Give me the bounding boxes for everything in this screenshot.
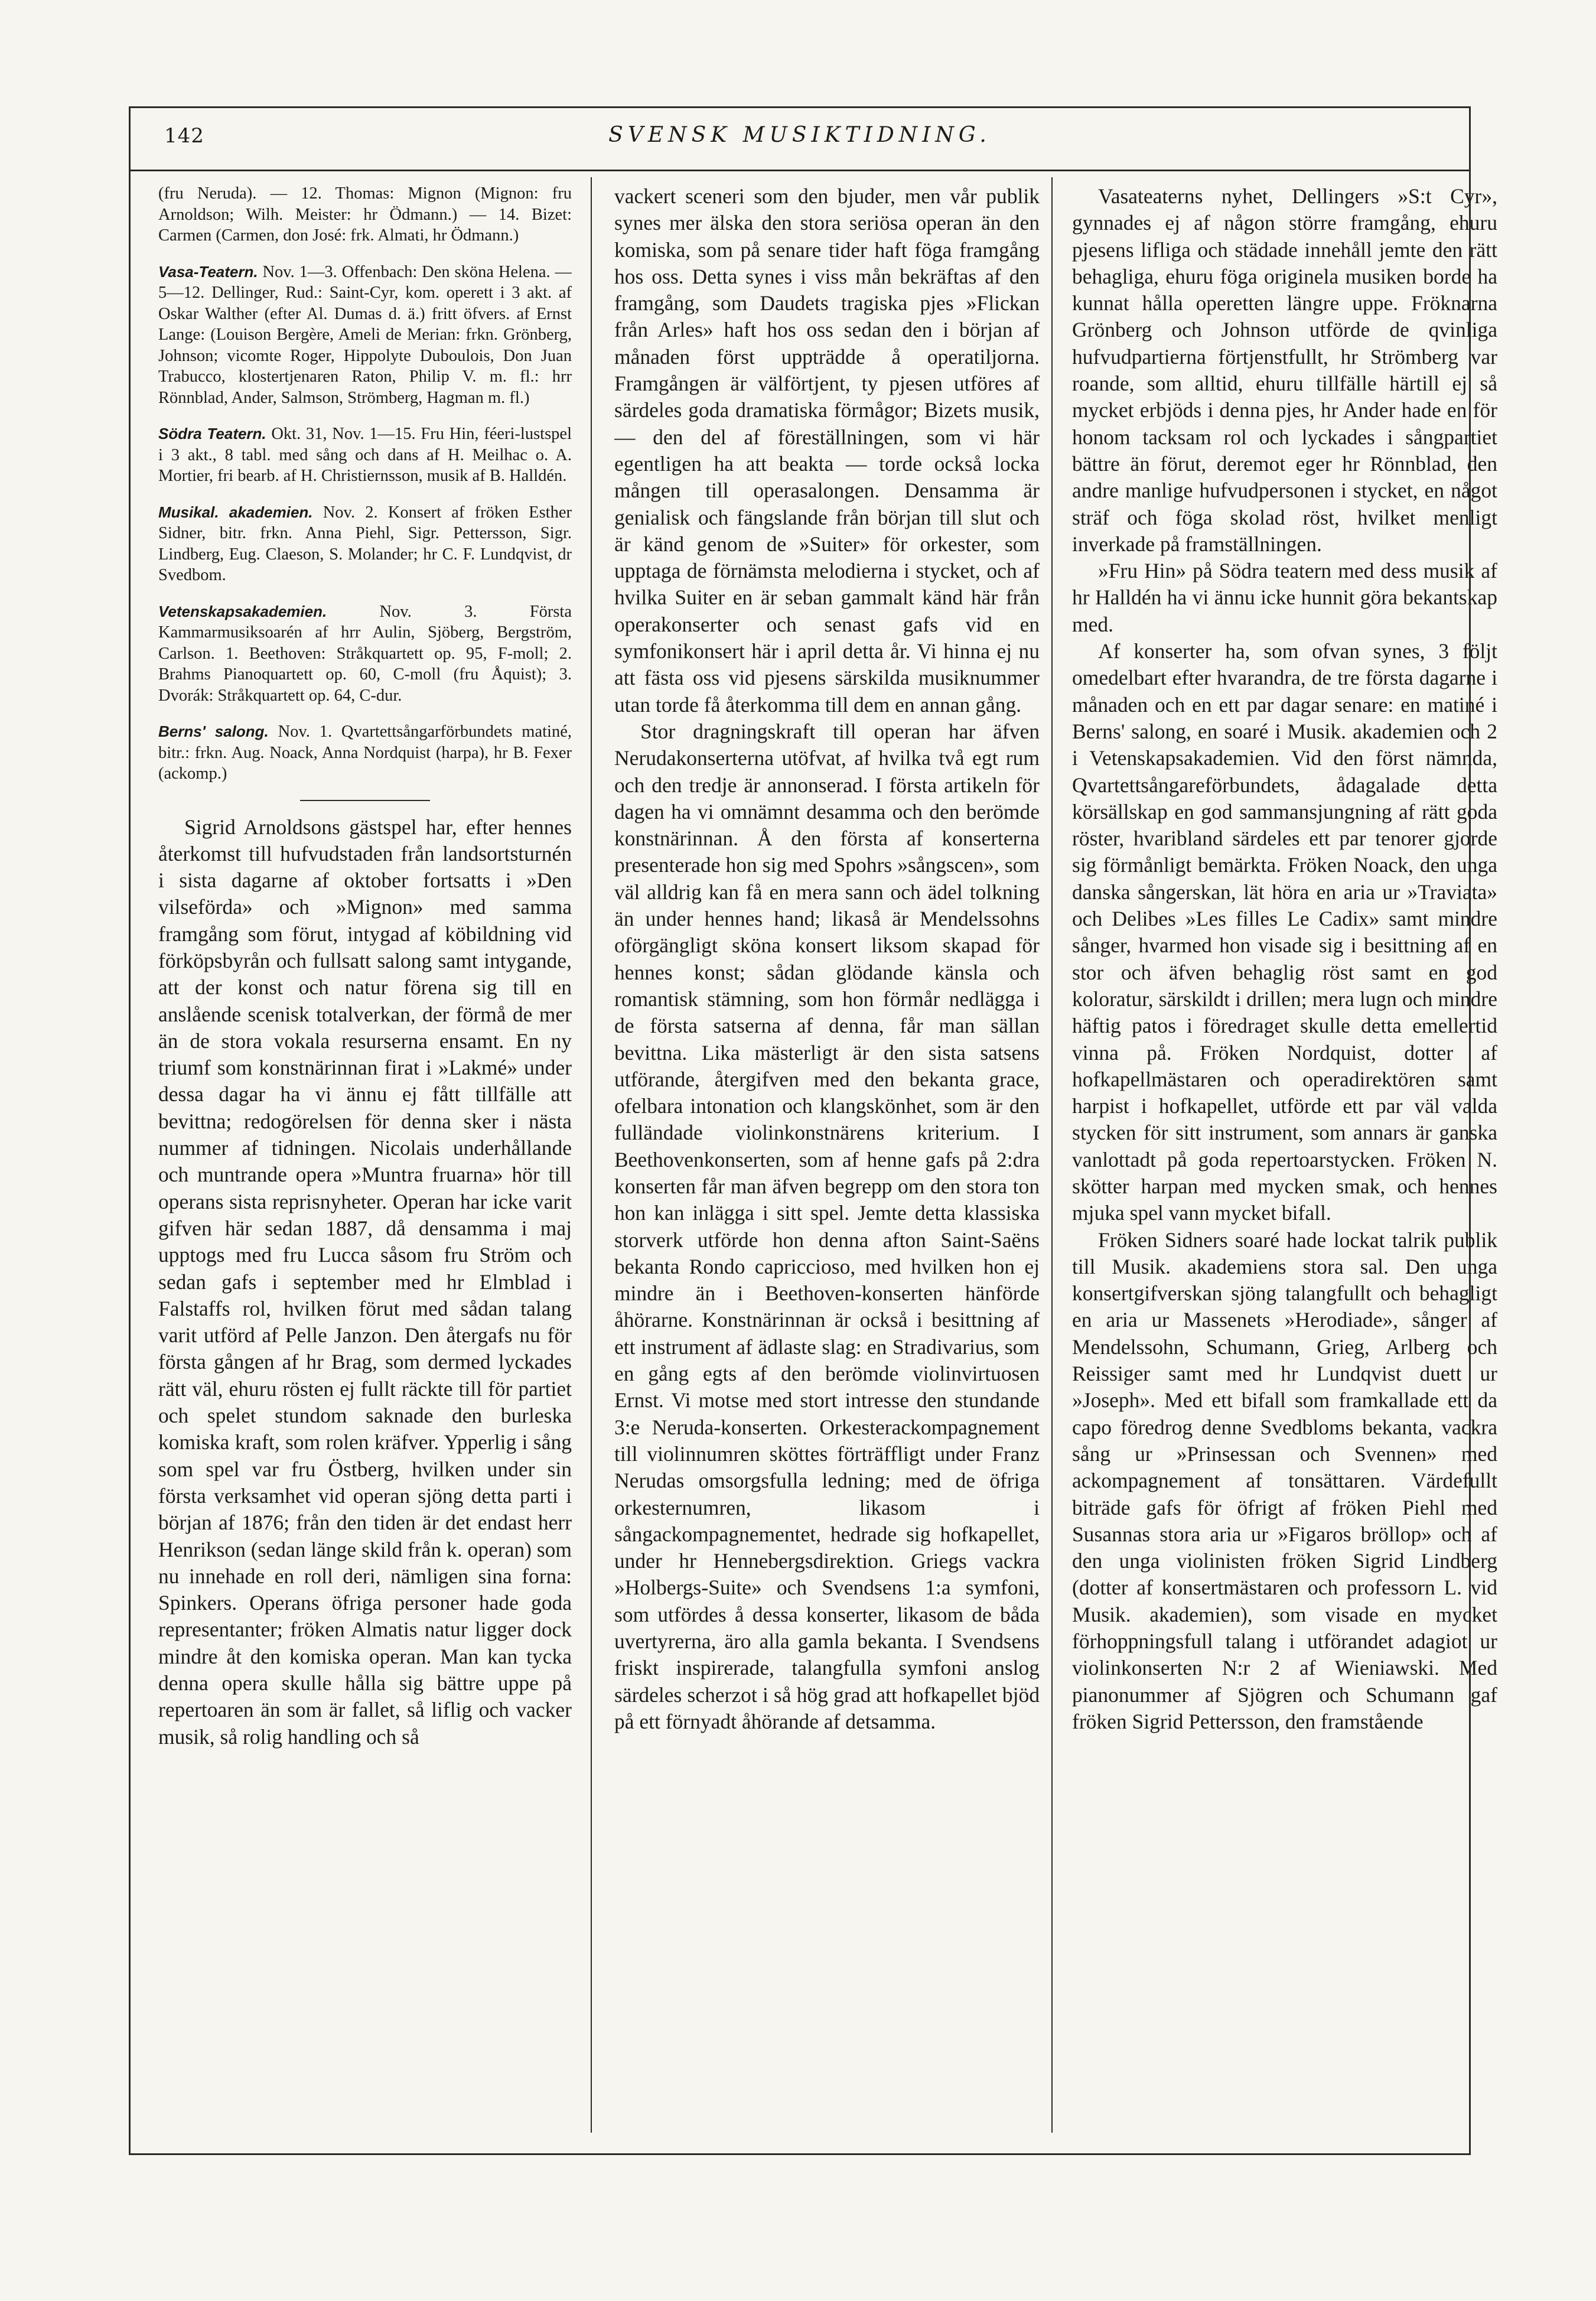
article-paragraph: Vasateaterns nyhet, Dellingers »S:t Cyr», gynnades ej af någon större framgång, ehuru pjesens lifliga och städade innehåll jemte den rätt behagliga, ehuru föga originela musiken borde ha kunnat hålla operetten längre uppe. Fröknarna Grönberg och Johnson utförde de qvinliga hufvudpartierna förtjenstfullt, hr Strömberg var roande, som alltid, ehuru tillfälle härtill ej så mycket erbjöds i denna pjes, hr Ander hade en för honom tacksam rol och lyckades i sångpartiet bättre än förut, deremot eger hr Rönnblad, den andre manlige hufvudpersonen i stycket, en något sträf och föga skolad röst, hvilket menligt inverkade på framställningen.	[1072, 184, 1497, 556]
listing-head: Vasa-Teatern.	[158, 262, 258, 281]
listing-sodra-teatern: Södra Teatern. Okt. 31, Nov. 1—15. Fru Hin, féeri-lustspel i 3 akt., 8 tabl. med sång och dans af H. Meilhac o. A. Mortier, fri bearb. af H. Christiernsson, musik af B. Halldén.	[158, 425, 572, 485]
column-1	[158, 183, 572, 2133]
listing-head: Södra Teatern.	[158, 425, 266, 442]
listing-berns-salong: Berns' salong. Nov. 1. Qvartettsångarförbundets matiné, bitr.: frkn. Aug. Noack, Anna Nordquist (harpa), hr B. Fexer (ackomp.)	[158, 722, 572, 783]
column-divider-2	[1051, 177, 1053, 2133]
section-divider	[300, 800, 430, 801]
article-paragraph: Fröken Sidners soaré hade lockat talrik publik till Musik. akademiens stora sal. Den unga konsertgifverskan sjöng talangfullt och behagligt en aria ur Massenets »Herodiade», sånger af Mendelssohn, Schumann, Grieg, Arlberg och Reissiger samt med hr Lundqvist duett ur »Joseph». Med ett bifall som framkallade ett da capo föredrog denne Svedbloms bekanta, vackra sång ur »Prinsessan och Svennen» med ackompagnement af tonsättaren. Värdefullt biträde gafs för öfrigt af fröken Piehl med Susannas stora aria ur »Figaros bröllop» och af den unga violinisten fröken Sigrid Lindberg (dotter af konsertmästaren och professorn L. vid Musik. akademien), som visade en mycket förhoppningsfull talang i utförandet adagiot ur violinkonserten N:r 2 af Wieniawski. Med pianonummer af Sjögren och Schumann gaf fröken Sigrid Pettersson, den framstående	[1072, 1228, 1497, 1733]
listing-vetenskapsakademien: Vetenskapsakademien. Nov. 3. Första Kammarmusiksoarén af hrr Aulin, Sjöberg, Bergström, Carlson. 1. Beethoven: Stråkquartett op. 95, F-moll; 2. Brahms Pianoquartett op. 60, C-moll (fru Åquist); 3. Dvorák: Stråkquartett op. 64, C-dur.	[158, 602, 572, 705]
listing-head: Musikal. akademien.	[158, 503, 313, 521]
listing-head: Vetenskapsakademien.	[158, 602, 327, 620]
article-paragraph: Af konserter ha, som ofvan synes, 3 följt omedelbart efter hvarandra, de tre första dagarne i månaden och en ett par dagar senare: en matiné i Berns' salong, en soaré i Musik. akademien och 2 i Vetenskapsakademien. Vid den först nämnda, Qvartettsångareförbundets, ådagalade detta körsällskap en god sammansjungning af rätt goda röster, hvaribland särdeles ett par tenorer gjorde sig förmånligt bemärkta. Fröken Noack, den unga danska sångerskan, lät höra en aria ur »Traviata» och Delibes »Les filles Le Cadix» samt mindre sånger, hvarmed hon visade sig i besittning af en stor och äfven behaglig röst samt en god koloratur, särskildt i drillen; mera lugn och mindre häftig patos i föredraget skulle detta emellertid vinna på. Fröken Nordquist, dotter af hofkapellmästaren och operadirektören samt harpist i hofkapellet, utförde ett par väl valda stycken för sitt instrument, som annars är ganska vanlottadt på goda repertoarstycken. Fröken N. skötter harpan med mycken smak, och hennes mjuka spel vann mycket bifall.	[1072, 639, 1497, 1225]
page-header	[129, 106, 1471, 171]
article-paragraph: »Fru Hin» på Södra teatern med dess musik af hr Halldén ha vi ännu icke hunnit göra bekantskap med.	[1072, 559, 1497, 636]
column-divider-1	[591, 177, 592, 2133]
article-paragraph: Sigrid Arnoldsons gästspel har, efter hennes återkomst till hufvudstaden från landsortsturnén i sista dagarne af oktober fortsatts i »Den vilseförda» och »Mignon» med samma framgång som förut, intygad af köbildning vid förköpsbyrån och fullsatt salong samt intygande, att der konst och natur förena sig till en anslående scenisk totalverkan, der förmå de mer än de stora vokala resurserna ensamt. En ny triumf som konstnärinnan firat i »Lakmé» under dessa dagar ha vi ännu ej fått tillfälle att bevittna; redogörelsen för denna sker i nästa nummer af tidningen. Nicolais underhållande och muntrande opera »Muntra fruarna» hör till operans sista reprisnyheter. Operan har icke varit gifven här sedan 1887, då densamma i maj upptogs med fru Lucca såsom fru Ström och sedan gafs i september med hr Elmblad i Falstaffs rol, hvilken förut med sådan talang varit utförd af Pelle Janzon. Den återgafs nu för första gången af hr Brag, som dermed lyckades rätt väl, ehuru rösten ej fullt räckte till för partiet och spelet stundom saknade den burleska komiska kraft, som rolen kräfver. Ypperlig i sång som spel var fru Östberg, hvilken under sin första verksamhet vid operan sjöng detta parti i början af 1876; från den tiden är det endast herr Henrikson (sedan länge skild från k. operan) som nu innehade en roll deri, nämligen sina forna: Spinkers. Operans öfriga personer hade goda representanter; fröken Almatis natur ligger dock mindre åt den komiska operan. Man kan tycka denna opera skulle hålla sig bättre uppe på repertoaren än som är fallet, så liflig och vacker musik, så rolig handling och så	[158, 815, 572, 1749]
running-title: SVENSK MUSIKTIDNING.	[608, 123, 991, 147]
listing-musikal-akademien: Musikal. akademien. Nov. 2. Konsert af fröken Esther Sidner, bitr. frkn. Anna Piehl, Sigr. Pettersson, Sigr. Lindberg, Eug. Claeson, S. Molander; hr C. F. Lundqvist, dr Svedbom.	[158, 503, 572, 584]
column-3	[1072, 183, 1497, 2133]
listing-opera-cont: (fru Neruda). — 12. Thomas: Mignon (Mignon: fru Arnoldson; Wilh. Meister: hr Ödmann.) — 14. Bizet: Carmen (Carmen, don José: frk. Almati, hr Ödmann.)	[158, 184, 572, 245]
page-number: 142	[164, 124, 204, 148]
article-paragraph: vackert sceneri som den bjuder, men vår publik synes mer älska den stora seriösa operan än den komiska, som på senare tider haft föga framgång hos oss. Detta synes i viss mån bekräftas af den framgång, som Daudets tragiska pjes »Flickan från Arles» haft hos oss sedan den i början af månaden först uppträdde å operatiljorna. Framgången är välförtjent, ty pjesen utföres af särdeles goda dramatiska förmågor; Bizets musik, — den del af föreställningen, som vi här egentligen ha att beakta — torde också locka mången till operasalongen. Densamma är genialisk och fängslande från början till slut och är känd genom de »Suiter» för orkester, som upptaga de förnämsta melodierna i stycket, och af hvilka Suiter en är seban gammalt känd här från operakonserter och senast gafs vid en symfonikonsert här i april detta år. Vi hinna ej nu att fästa oss vid pjesens särskilda musiknummer utan torde få återkomma till dem en annan gång.	[614, 184, 1040, 717]
listing-vasa-teatern: Vasa-Teatern. Nov. 1—3. Offenbach: Den sköna Helena. — 5—12. Dellinger, Rud.: Saint-Cyr, kom. operett i 3 akt. af Oskar Walther (efter Al. Dumas d. ä.) fritt öfvers. af Ernst Lange: (Louison Bergère, Ameli de Merian: frkn. Grönberg, Johnson; vicomte Roger, Hippolyte Duboulois, Don Juan Trabucco, klostertjenaren Raton, Philip V. m. fl.: hrr Rönnblad, Ander, Salmson, Strömberg, Hagman m. fl.)	[158, 262, 572, 407]
article-paragraph: Stor dragningskraft till operan har äfven Nerudakonserterna utöfvat, af hvilka två egt rum och den tredje är annonserad. I första artikeln för dagen ha vi omnämnt desamma och den berömde konstnärinnan. Å den första af konserterna presenterade hon sig med Spohrs »sångscen», som väl alldrig kan få en mera sann och ädel tolkning än under hennes hand; likaså är Mendelssohns oförgängligt sköna konsert liksom skapad för hennes konst; sådan glödande känsla och romantisk stämning, som hon förmår nedlägga i de första satserna af denna, får man sällan bevittna. Lika mästerligt är den sista satsens utförande, återgifven med den bekanta grace, ofelbara intonation och klangskönhet, som är den fulländade violinkonstnärens kriterium. I Beethovenkonserten, som af henne gafs på 2:dra konserten får man äfven begrepp om den stora ton hon kan inlägga i sitt spel. Jemte detta klassiska storverk utförde hon denna afton Saint-Saëns bekanta Rondo capriccioso, med hvilken hon ej mindre än i Beethoven-konserten hänförde åhörarne. Konstnärinnan är också i besittning af ett instrument af ädlaste slag: en Stradivarius, som en gång egts af den berömde violinvirtuosen Ernst. Vi motse med stort intresse den stundande 3:e Neruda-konserten. Orkesterackompagnement till violinnumren sköttes förträffligt under Franz Nerudas omsorgsfulla ledning; med de öfriga orkesternumren, likasom i sångackompagnementet, hedrade sig hofkapellet, under hr Hennebergsdirektion. Griegs vackra »Holbergs-Suite» och Svendsens 1:a symfoni, som utfördes å dessa konserter, likasom de båda uvertyrerna, äro alla gamla bekanta. I Svendsens friskt inspirerade, talangfulla symfoni anslog särdeles scherzot i så hög grad att hofkapellet bjöd på ett förnyadt åhörande af detsamma.	[614, 719, 1040, 1733]
column-2	[614, 183, 1040, 2133]
listing-head: Berns' salong.	[158, 722, 269, 740]
